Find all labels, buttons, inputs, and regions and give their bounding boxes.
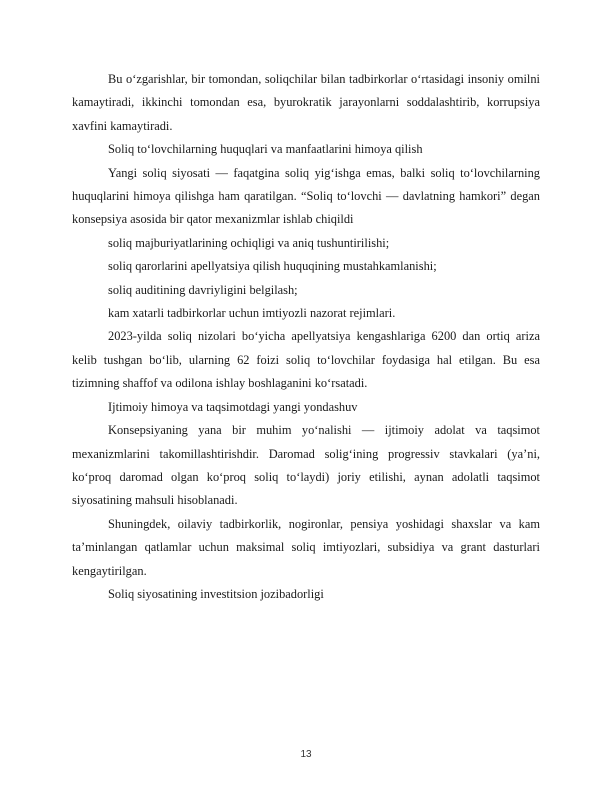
page-content — [72, 68, 540, 606]
list-item: soliq qarorlarini apellyatsiya qilish huquqining mustahkamlanishi; — [108, 259, 437, 274]
list-item: soliq majburiyatlarining ochiqligi va aniq tushuntirilishi; — [108, 235, 390, 250]
page-number: 13 — [300, 749, 312, 760]
section-heading-investment-attractiveness: Soliq siyosatining investitsion jozibadorligi — [108, 586, 324, 601]
section-heading-taxpayer-rights: Soliq to‘lovchilarning huquqlari va manfaatlarini himoya qilish — [108, 142, 423, 157]
paragraph-new-tax-policy: Yangi soliq siyosati — faqatgina soliq yig‘ishga emas, balki soliq to‘lovchilarning huquqlarini himoya qilishga ham qaratilgan. “Soliq to‘lovchi — davlatning hamkori” degan konsepsiya asosida bir qator mexanizmlar ishlab chiqildi — [72, 165, 540, 227]
paragraph-tax-benefits: Shuningdek, oilaviy tadbirkorlik, nogironlar, pensiya yoshidagi shaxslar va kam ta’minlangan qatlamlar uchun maksimal soliq imtiyozlari, subsidiya va grant dasturlari kengaytirilgan. — [72, 516, 540, 578]
section-heading-social-protection: Ijtimoiy himoya va taqsimotdagi yangi yondashuv — [108, 399, 358, 414]
list-item: soliq auditining davriyligini belgilash; — [108, 282, 298, 297]
paragraph-social-justice: Konsepsiyaning yana bir muhim yo‘nalishi — ijtimoiy adolat va taqsimot mexanizmlarini takomillashtirishdir. Daromad solig‘ining progressiv stavkalari (ya’ni, ko‘proq daromad olgan ko‘proq soliq to‘laydi) joriy etilishi, aynan adolatli taqsimot siyosatining mahsuli hisoblanadi. — [72, 423, 540, 508]
paragraph-appeals-statistics: 2023-yilda soliq nizolari bo‘yicha apellyatsiya kengashlariga 6200 dan ortiq ariza kelib tushgan bo‘lib, ularning 62 foizi soliq to‘lovchilar foydasiga hal etilgan. Bu esa tizimning shaffof va odilona ishlay boshlaganini ko‘rsatadi. — [72, 329, 540, 391]
list-item: kam xatarli tadbirkorlar uchun imtiyozli nazorat rejimlari. — [108, 306, 396, 321]
paragraph-intro: Bu o‘zgarishlar, bir tomondan, soliqchilar bilan tadbirkorlar o‘rtasidagi insoniy omilni kamaytiradi, ikkinchi tomondan esa, byurokratik jarayonlarni soddalashtirib, korrupsiya xavfini kamaytiradi. — [72, 72, 540, 133]
